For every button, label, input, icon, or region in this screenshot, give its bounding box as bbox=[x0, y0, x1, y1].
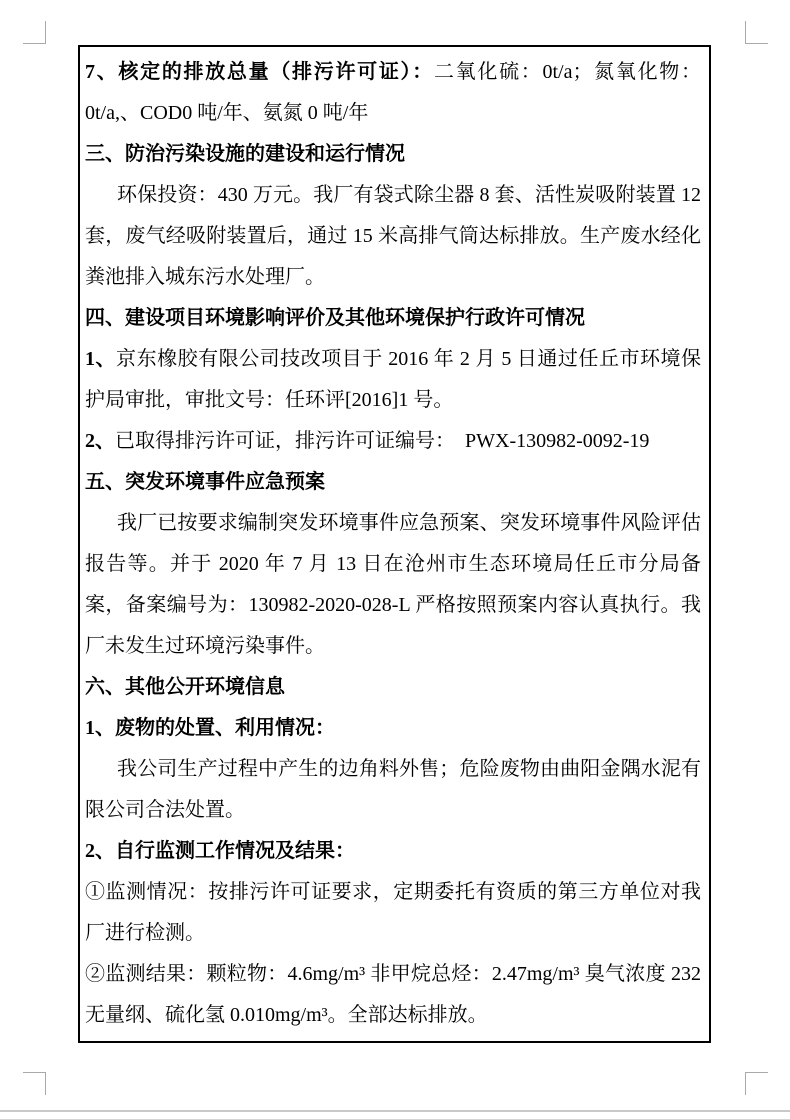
section6-item2-heading-text-0: 2、自行监测工作情况及结果： bbox=[85, 840, 355, 862]
section5-heading-text-0: 五、突发环境事件应急预案 bbox=[85, 471, 325, 493]
document-cell bbox=[80, 47, 709, 1041]
section4-item2-text-0: 2、 bbox=[85, 430, 115, 452]
section5-body-text-0: 我厂已按要求编制突发环境事件应急预案、突发环境事件风险评估报告等。并于 2020 年 7 月 13 日在沧州市生态环境局任丘市分局备案，备案编号为：130982-2020-028-L 严格按照预案内容认真执行。我厂未发生过环境污染事件。 bbox=[85, 512, 701, 657]
crop-mark-top-right bbox=[745, 21, 768, 44]
page-edge-line bbox=[0, 1110, 790, 1112]
section4-item2 bbox=[85, 421, 701, 462]
section6-item2-results-text-0: ②监测结果：颗粒物：4.6mg/m³ 非甲烷总烃：2.47mg/m³ 臭气浓度 232 无量纲、硫化氢 0.010mg/m³。全部达标排放。 bbox=[85, 963, 701, 1026]
item7-approved-emission-total bbox=[85, 52, 701, 134]
section6-heading bbox=[85, 667, 701, 708]
section4-item1 bbox=[85, 339, 701, 421]
section6-item1-body-text-0: 我公司生产过程中产生的边角料外售；危险废物由曲阳金隅水泥有限公司合法处置。 bbox=[85, 758, 701, 821]
section4-item1-text-0: 1、 bbox=[85, 348, 117, 370]
section5-heading bbox=[85, 462, 701, 503]
section6-item1-heading-text-0: 1、废物的处置、利用情况： bbox=[85, 717, 335, 739]
section4-heading bbox=[85, 298, 701, 339]
item7-approved-emission-total-text-0: 7、核定的排放总量（排污许可证）： bbox=[85, 61, 434, 83]
section4-item1-text-1: 京东橡胶有限公司技改项目于 2016 年 2 月 5 日通过任丘市环境保护局审批，审批文号：任环评[2016]1 号。 bbox=[85, 348, 702, 411]
crop-mark-bottom-right bbox=[745, 1072, 768, 1095]
section3-body bbox=[85, 175, 701, 298]
section3-body-text-0: 环保投资：430 万元。我厂有袋式除尘器 8 套、活性炭吸附装置 12 套，废气经吸附装置后，通过 15 米高排气筒达标排放。生产废水经化粪池排入城东污水处理厂。 bbox=[85, 184, 701, 288]
section6-item1-heading bbox=[85, 708, 701, 749]
section6-item2-monitoring bbox=[85, 872, 701, 954]
item7-approved-emission-total-text-1: 二氧化硫：0t/a；氮氧化物：0t/a,、COD0 吨/年、氨氮 0 吨/年 bbox=[85, 61, 701, 124]
section3-heading bbox=[85, 134, 701, 175]
section6-item2-monitoring-text-0: ①监测情况：按排污许可证要求，定期委托有资质的第三方单位对我厂进行检测。 bbox=[85, 881, 701, 944]
section6-item2-results bbox=[85, 954, 701, 1036]
section6-item2-heading bbox=[85, 831, 701, 872]
section5-body bbox=[85, 503, 701, 667]
crop-mark-bottom-left bbox=[23, 1072, 46, 1095]
crop-mark-top-left bbox=[23, 21, 46, 44]
section3-heading-text-0: 三、防治污染设施的建设和运行情况 bbox=[85, 143, 405, 165]
section6-item1-body bbox=[85, 749, 701, 831]
document-table bbox=[78, 45, 711, 1043]
section4-item2-text-1: 已取得排污许可证，排污许可证编号： PWX-130982-0092-19 bbox=[115, 430, 650, 452]
section4-heading-text-0: 四、建设项目环境影响评价及其他环境保护行政许可情况 bbox=[85, 307, 585, 329]
section6-heading-text-0: 六、其他公开环境信息 bbox=[85, 676, 285, 698]
